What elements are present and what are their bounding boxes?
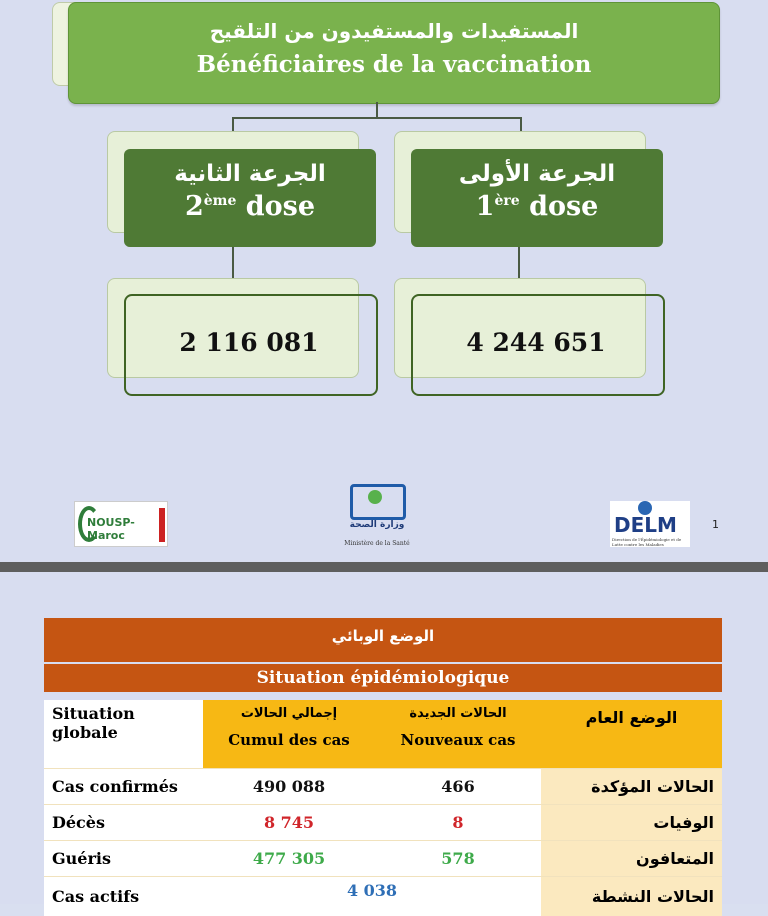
table-row: Cas actifs 4 038 الحالات النشطة [44, 877, 722, 916]
table-row: Cas confirmés 490 088 466 الحالات المؤكدة [44, 769, 722, 805]
nousp-logo: NOUSP-Maroc [74, 501, 168, 547]
ministry-logo: وزارة الصحة Ministère de la Santé [344, 484, 410, 550]
epi-title-french: Situation épidémiologique [44, 664, 722, 692]
dose2-box [124, 149, 376, 247]
delm-logo: DELM Direction de l'Épidémiologie et de Lutte contre les Maladies [610, 501, 690, 547]
slide-divider [0, 562, 768, 572]
epi-table [44, 700, 722, 916]
title-arabic: المستفيدات والمستفيدون من التلقيح [69, 19, 719, 43]
connector-line [376, 102, 378, 118]
dose1-box [411, 149, 663, 247]
title-french: Bénéficiaires de la vaccination [69, 51, 719, 78]
epi-title-arabic: الوضع الوبائي [44, 618, 722, 662]
dose2-value: 2 116 081 [124, 328, 374, 357]
table-header-row [44, 700, 722, 769]
connector-line [232, 117, 522, 119]
dose1-label-arabic: الجرعة الأولى [411, 161, 663, 187]
page-number: 1 [712, 518, 719, 531]
header-situation-fr: Situation globale [44, 700, 203, 769]
dose2-label-french: 2ème dose [124, 191, 376, 222]
dose2-label-arabic: الجرعة الثانية [124, 161, 376, 187]
dose1-label-french: 1ère dose [411, 191, 663, 222]
table-row: Décès 8 745 8 الوفيات [44, 805, 722, 841]
header-new: الحالات الجديدة Nouveaux cas [375, 700, 541, 769]
table-row: Guéris 477 305 578 المتعافون [44, 841, 722, 877]
dose1-value: 4 244 651 [411, 328, 661, 357]
header-situation-ar: الوضع العام [541, 700, 722, 769]
header-cumul: إجمالي الحالات Cumul des cas [203, 700, 375, 769]
vaccination-title-box [68, 2, 720, 104]
